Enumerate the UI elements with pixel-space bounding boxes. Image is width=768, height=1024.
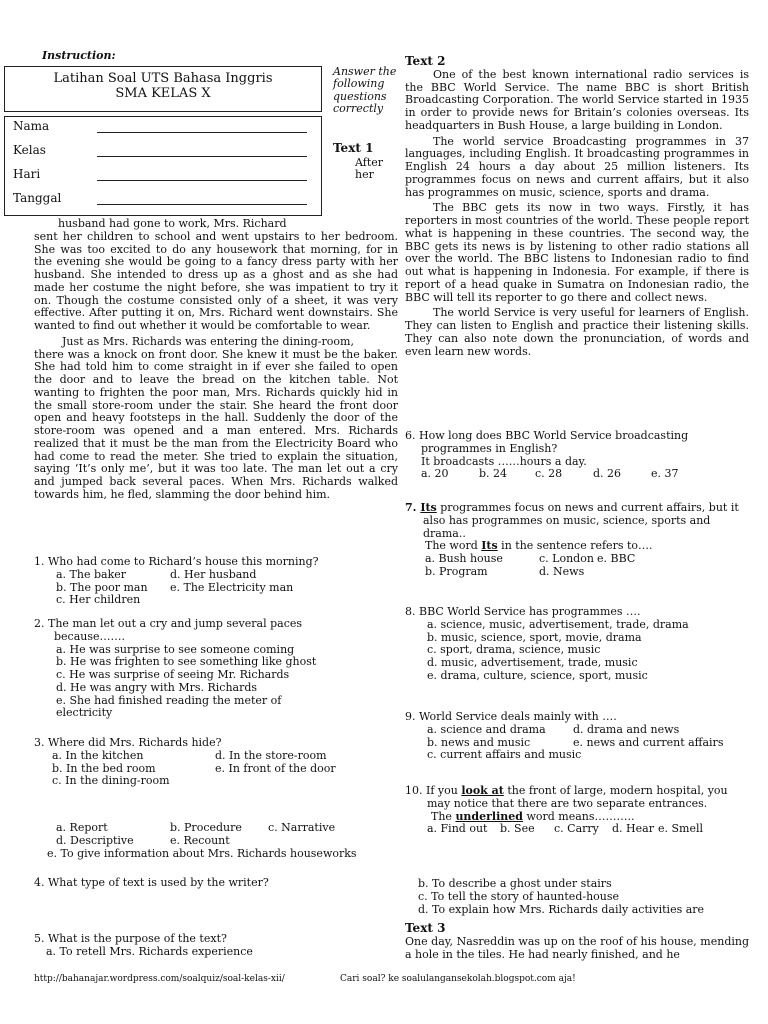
id-label-nama: Nama <box>13 119 50 133</box>
q4-option-b[interactable]: b. Procedure <box>170 821 242 834</box>
text3-p1: One day, Nasreddin was up on the roof of his house, mending a hole in the tiles. He had nearly finished, and he <box>405 934 749 961</box>
q4-option-d[interactable]: d. Descriptive <box>56 833 134 847</box>
q10-option-d[interactable]: d. Hear <box>612 822 654 836</box>
q9-option-e[interactable]: e. news and current affairs <box>573 735 724 749</box>
q9-stem: 9. World Service deals mainly with …. <box>405 710 617 723</box>
text1-p2: there was a knock on front door. She knew it must be the baker. She had told him to come straight in if ever she failed to open the door and to leave the bread on the kitchen table. Not wanting to frighten the poor man, Mrs. Richards quickly hid in the small store-room under the stair. She heard the front door open and heavy footsteps in the hall. Suddenly the door of the store-room was opened and a man entered. Mrs. Richards realized that it must be the man from the Electricity Board who had come to read the meter. She tried to explain the situation, saying ‘It’s only me’, but it was too late. The man let out a cry and jumped back several paces. When Mrs. Richards walked towards him, he fled, slamming the door behind him. <box>34 347 398 501</box>
q7-prompt-pre: The word <box>425 539 482 553</box>
text1-p2-first: Just as Mrs. Richards was entering the dining-room, <box>62 334 354 348</box>
text1-intro <box>355 157 383 182</box>
answer-note-line: Answer the <box>333 65 397 78</box>
q10-prompt-word: underlined <box>455 809 523 823</box>
q2-option-a[interactable]: a. He was surprise to see someone coming <box>56 642 295 656</box>
text3-label: Text 3 <box>405 921 446 935</box>
q4-option-c[interactable]: c. Narrative <box>268 821 336 834</box>
q8-option-a[interactable]: a. science, music, advertisement, trade, drama <box>427 617 689 631</box>
q4-option-a[interactable]: a. Report <box>56 821 108 834</box>
q6-option-c[interactable]: c. 28 <box>535 467 563 481</box>
instruction-label: Instruction: <box>42 49 116 62</box>
q7-stem-text: programmes focus on news and current affairs, but it <box>436 501 739 514</box>
footer-left-url[interactable]: http://bahanajar.wordpress.com/soalquiz/soal-kelas-xii/ <box>34 974 285 984</box>
q5-option-c[interactable]: c. To tell the story of haunted-house <box>418 889 620 903</box>
q1-option-c[interactable]: c. Her children <box>56 593 141 607</box>
question-5-options <box>418 878 748 916</box>
q10-option-e[interactable]: e. Smell <box>658 822 704 836</box>
q5-option-a[interactable]: a. To retell Mrs. Richards experience <box>46 945 253 958</box>
kelas-field[interactable] <box>97 145 307 157</box>
q10-stem <box>405 785 749 798</box>
q10-prompt-pre: The <box>431 809 456 823</box>
q1-option-b[interactable]: b. The poor man <box>56 580 148 594</box>
text2-p1: One of the best known international radio services is the BBC World Service. The name BBC is short British Broadcasting Corporation. The world Service started in 1935 in order to provide news for Britain’s colonies overseas. Its headquarters in Bush House, a large building in London. <box>405 67 749 132</box>
q8-option-c[interactable]: c. sport, drama, science, music <box>427 643 601 657</box>
q1-option-e[interactable]: e. The Electricity man <box>170 580 294 594</box>
question-8 <box>405 606 749 683</box>
question-3 <box>34 737 398 788</box>
q4-option-e[interactable]: e. Recount <box>170 833 230 847</box>
q6-option-e[interactable]: e. 37 <box>651 467 679 481</box>
worksheet-title: Latihan Soal UTS Bahasa Inggris <box>53 71 273 86</box>
id-label-kelas: Kelas <box>13 143 46 157</box>
q9-option-a[interactable]: a. science and drama <box>427 722 546 736</box>
q2-option-c[interactable]: c. He was surprise of seeing Mr. Richards <box>56 668 290 681</box>
answer-note <box>333 66 401 115</box>
id-label-hari: Hari <box>13 167 41 181</box>
q7-underlined-word: Its <box>420 501 437 514</box>
text1-intro-line: After <box>355 156 384 169</box>
q7-number: 7. <box>405 501 421 514</box>
q2-option-e[interactable]: e. She had finished reading the meter of electricity <box>56 693 282 720</box>
q5-stem: 5. What is the purpose of the text? <box>34 932 227 945</box>
q7-option-b[interactable]: b. Program <box>425 564 488 578</box>
q3-option-d[interactable]: d. In the store-room <box>215 748 327 762</box>
q2-stem: 2. The man let out a cry and jump several paces <box>34 617 303 630</box>
q10-option-b[interactable]: b. See <box>500 822 535 836</box>
text3-section <box>405 922 749 961</box>
q1-stem: 1. Who had come to Richard’s house this morning? <box>34 555 319 568</box>
q7-option-d[interactable]: d. News <box>539 564 585 578</box>
q6-stem-cont: programmes in English? <box>421 441 558 455</box>
q10-underlined-word: look at <box>461 784 504 797</box>
q3-option-c[interactable]: c. In the dining-room <box>52 774 170 788</box>
hari-field[interactable] <box>97 169 307 181</box>
q8-stem: 8. BBC World Service has programmes …. <box>405 605 641 618</box>
q9-option-b[interactable]: b. news and music <box>427 735 531 749</box>
q10-prompt-post: word means……….. <box>522 809 635 823</box>
question-2 <box>34 618 334 720</box>
question-9 <box>405 711 749 762</box>
answer-note-line: correctly <box>333 101 384 115</box>
question-6 <box>405 430 749 481</box>
q8-option-b[interactable]: b. music, science, sport, movie, drama <box>427 630 642 644</box>
text1-intro-line: her <box>355 168 374 182</box>
q1-option-d[interactable]: d. Her husband <box>170 567 257 581</box>
text2-label: Text 2 <box>405 54 446 68</box>
id-label-tanggal: Tanggal <box>13 191 62 205</box>
q7-option-c[interactable]: c. London <box>539 552 594 565</box>
q7-option-e[interactable]: e. BBC <box>597 552 636 565</box>
text1-body <box>34 218 398 502</box>
q7-stem-cont: also has programmes on music, science, sports and <box>423 513 711 527</box>
q7-stem-cont2: drama.. <box>423 526 466 540</box>
q7-prompt-post: in the sentence refers to…. <box>497 539 653 553</box>
text2-section <box>405 55 749 358</box>
footer-right-text: Cari soal? ke soalulangansekolah.blogspot.com aja! <box>340 974 576 984</box>
worksheet-header <box>4 66 322 112</box>
q6-option-a[interactable]: a. 20 <box>421 467 449 481</box>
q10-stem-post: the front of large, modern hospital, you <box>503 784 728 797</box>
q5-option-b[interactable]: b. To describe a ghost under stairs <box>418 877 612 890</box>
q6-option-b[interactable]: b. 24 <box>479 467 508 481</box>
q10-option-c[interactable]: c. Carry <box>554 822 599 836</box>
q5-option-e[interactable]: e. To give information about Mrs. Richards houseworks <box>47 846 357 860</box>
question-7 <box>405 502 749 579</box>
answer-note-line: questions <box>333 89 387 103</box>
q10-stem-cont: may notice that there are two separate entrances. <box>427 796 708 810</box>
q7-option-a[interactable]: a. Bush house <box>425 552 503 565</box>
nama-field[interactable] <box>97 121 307 133</box>
q1-option-a[interactable]: a. The baker <box>56 567 127 581</box>
text2-p4: The world Service is very useful for learners of English. They can listen to English and practice their listening skills. They can also note down the pronunciation, of words and even learn new words. <box>405 306 749 358</box>
tanggal-field[interactable] <box>97 193 307 205</box>
q6-stem-prompt: It broadcasts ……hours a day. <box>421 454 587 468</box>
q3-option-b[interactable]: b. In the bed room <box>52 761 156 775</box>
q2-option-d[interactable]: d. He was angry with Mrs. Richards <box>56 680 258 694</box>
q9-option-c[interactable]: c. current affairs and music <box>427 748 582 762</box>
q3-stem: 3. Where did Mrs. Richards hide? <box>34 736 222 749</box>
q7-stem <box>405 502 749 515</box>
q2-stem-cont: because……. <box>54 629 126 643</box>
question-10 <box>405 785 749 836</box>
q5-option-d[interactable]: d. To explain how Mrs. Richards daily activities are <box>418 902 705 916</box>
q3-option-a[interactable]: a. In the kitchen <box>52 748 144 762</box>
q3-option-e[interactable]: e. In front of the door <box>215 761 336 775</box>
text2-p2: The world service Broadcasting programmes in 37 languages, including English. It broadcasting programmes in English 24 hours a day about 25 million listeners. Its programmes focus on news and current affairs, but it also has programmes on music, science, sports and drama. <box>405 134 749 199</box>
question-1 <box>34 556 398 607</box>
text1-label: Text 1 <box>333 141 374 155</box>
q2-option-b[interactable]: b. He was frighten to see something like ghost <box>56 655 317 669</box>
text1-p1-first: husband had gone to work, Mrs. Richard <box>58 217 287 230</box>
q10-option-a[interactable]: a. Find out <box>427 822 488 836</box>
question-4-options <box>34 822 398 860</box>
q8-option-d[interactable]: d. music, advertisement, trade, music <box>427 656 638 669</box>
q6-option-d[interactable]: d. 26 <box>593 467 622 481</box>
q9-option-d[interactable]: d. drama and news <box>573 722 680 736</box>
answer-note-line: following <box>333 77 385 91</box>
q10-stem-pre: 10. If you <box>405 784 462 797</box>
q6-stem: 6. How long does BBC World Service broadcasting <box>405 429 689 442</box>
student-id-box <box>4 116 322 216</box>
q8-option-e[interactable]: e. drama, culture, science, sport, music <box>427 668 648 682</box>
text2-p3: The BBC gets its now in two ways. Firstly, it has reporters in most countries of the world. These people report what is happening in these countries. The second way, the BBC gets its news is by listening to other radio stations all over the world. The BBC listens to Indonesian radio to find out what is happening in Indonesia. For example, if there is report of a head quake in Sumatra on Indonesian radio, the BBC will tell its reporter to go there and collect news. <box>405 201 749 304</box>
text1-p1: sent her children to school and went upstairs to her bedroom. She was too excited to do any housework that morning, for in the evening she would be going to a fancy dress party with her husband. She intended to dress up as a ghost and as she had made her costume the night before, she was impatient to try it on. Though the costume consisted only of a sheet, it was very effective. After putting it on, Mrs. Richard went downstairs. She wanted to find out whether it would be comfortable to wear. <box>34 229 398 332</box>
worksheet-subtitle: SMA KELAS X <box>115 86 211 102</box>
q4-stem: 4. What type of text is used by the writer? <box>34 876 269 889</box>
q7-prompt-word: Its <box>481 539 498 553</box>
